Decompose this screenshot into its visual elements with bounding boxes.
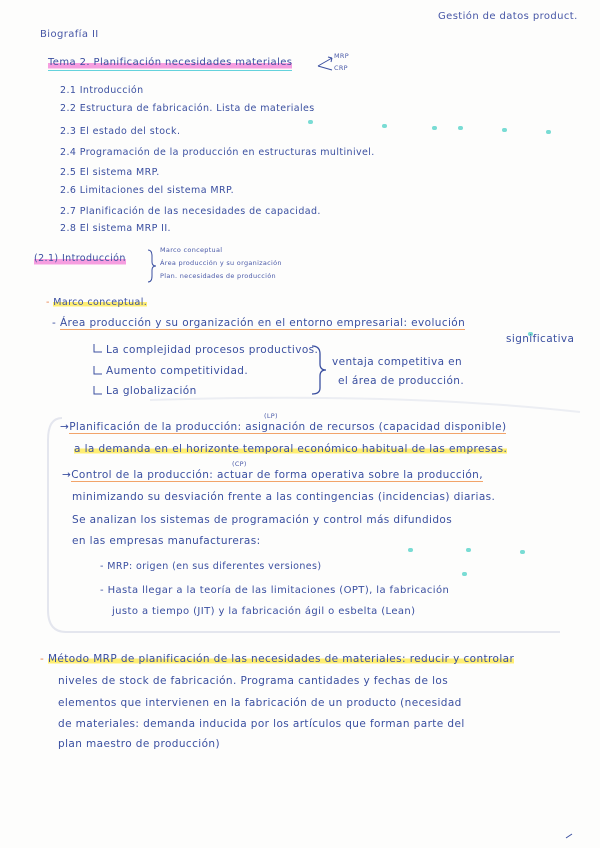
cause-item: La complejidad procesos productivos.: [106, 344, 319, 356]
bullet-mark: -: [46, 297, 54, 308]
index-item: 2.6 Limitaciones del sistema MRP.: [60, 185, 235, 196]
cyan-dot: [382, 124, 387, 128]
bullet-mark: -: [100, 561, 108, 572]
metodo-line-1: [40, 652, 514, 666]
hasta-line-1: [100, 584, 449, 598]
cyan-dot: [520, 550, 525, 554]
bullet-mark: -: [52, 317, 60, 329]
cyan-dot: [408, 548, 413, 552]
cyan-dot: [502, 128, 507, 132]
area-text: Área producción y su organización en el entorno empresarial: evolución: [59, 317, 466, 329]
cyan-dot: [432, 126, 437, 130]
lp-note: (LP): [264, 412, 278, 420]
arrow-mark: →: [60, 421, 70, 433]
intro-label: (2.1) Introducción: [34, 253, 126, 264]
intro-brace-item: Área producción y su organización: [160, 259, 282, 267]
cause-item: Aumento competitividad.: [106, 365, 249, 377]
hook-1: [94, 344, 102, 352]
tema-arrow-crp: CRP: [334, 64, 348, 72]
metodo-line-3: elementos que intervienen en la fabricación de un producto (necesidad: [58, 697, 462, 709]
marco-text: Marco conceptual.: [53, 297, 148, 308]
bullet-mark: -: [100, 585, 108, 596]
metodo-line-2: niveles de stock de fabricación. Programa cantidades y fechas de los: [58, 675, 449, 687]
hook-2: [94, 366, 102, 374]
index-item: 2.8 El sistema MRP II.: [60, 223, 171, 234]
hasta-text: Hasta llegar a la teoría de las limitaciones (OPT), la fabricación: [107, 585, 450, 596]
intro-brace-item: Plan. necesidades de producción: [160, 272, 276, 280]
corner-mark: [566, 834, 572, 838]
tema-arrow-low: [318, 66, 332, 70]
plan-text-2: a la demanda en el horizonte temporal económico habitual de las empresas.: [74, 443, 508, 455]
cp-note: (CP): [232, 460, 247, 468]
hasta-line-2: justo a tiempo (JIT) y la fabricación ágil o esbelta (Lean): [112, 606, 416, 617]
metodo-text: Método MRP de planificación de las necesidades de materiales: reducir y controlar: [47, 653, 515, 665]
metodo-line-4: de materiales: demanda inducida por los artículos que forman parte del: [58, 718, 465, 730]
index-item: 2.3 El estado del stock.: [60, 126, 181, 137]
plan-line-2: [74, 442, 507, 456]
tema-title: Tema 2. Planificación necesidades materiales: [48, 56, 292, 71]
tema-arrow: [318, 57, 332, 66]
index-item: 2.2 Estructura de fabricación. Lista de materiales: [60, 103, 315, 114]
marco-conceptual: [46, 296, 147, 310]
advantage-line-2: el área de producción.: [338, 375, 465, 387]
cyan-dot: [462, 572, 467, 576]
cyan-dot: [458, 126, 463, 130]
cyan-dot: [466, 548, 471, 552]
mrp-origin-text: MRP: origen (en sus diferentes versiones): [107, 561, 322, 572]
mrp-origin-line: [100, 560, 321, 574]
cyan-dot: [308, 120, 313, 124]
subject-label: Biografía II: [40, 29, 99, 40]
index-item: 2.7 Planificación de las necesidades de capacidad.: [60, 206, 321, 217]
tema-arrow-mrp: MRP: [334, 52, 349, 60]
metodo-line-5: plan maestro de producción): [58, 738, 220, 750]
section-curve: [150, 398, 580, 412]
cause-item: La globalización: [106, 385, 197, 397]
arrow-mark: →: [62, 469, 72, 481]
hook-3: [94, 386, 102, 394]
intro-brace: [148, 250, 156, 282]
index-item: 2.5 El sistema MRP.: [60, 167, 160, 178]
ctrl-line-4: en las empresas manufactureras:: [72, 535, 261, 547]
area-line-1: [52, 316, 465, 330]
advantage-line-1: ventaja competitiva en: [332, 356, 463, 368]
header-top-right: Gestión de datos product.: [438, 11, 578, 22]
bullet-mark: -: [40, 653, 48, 665]
cyan-dot: [546, 130, 551, 134]
ctrl-text: Control de la producción: actuar de forma operativa sobre la producción,: [71, 469, 483, 481]
intro-brace-item: Marco conceptual: [160, 246, 223, 254]
ctrl-line-1: [62, 468, 483, 482]
plan-line-1: [60, 420, 506, 434]
index-item: 2.4 Programación de la producción en estructuras multinivel.: [60, 147, 375, 158]
area-line-2: significativa: [506, 333, 575, 345]
index-item: 2.1 Introducción: [60, 85, 144, 96]
ctrl-line-3: Se analizan los sistemas de programación y control más difundidos: [72, 514, 453, 526]
ctrl-line-2: minimizando su desviación frente a las contingencias (incidencias) diarias.: [72, 491, 496, 503]
plan-text: Planificación de la producción: asignación de recursos (capacidad disponible): [69, 421, 507, 433]
